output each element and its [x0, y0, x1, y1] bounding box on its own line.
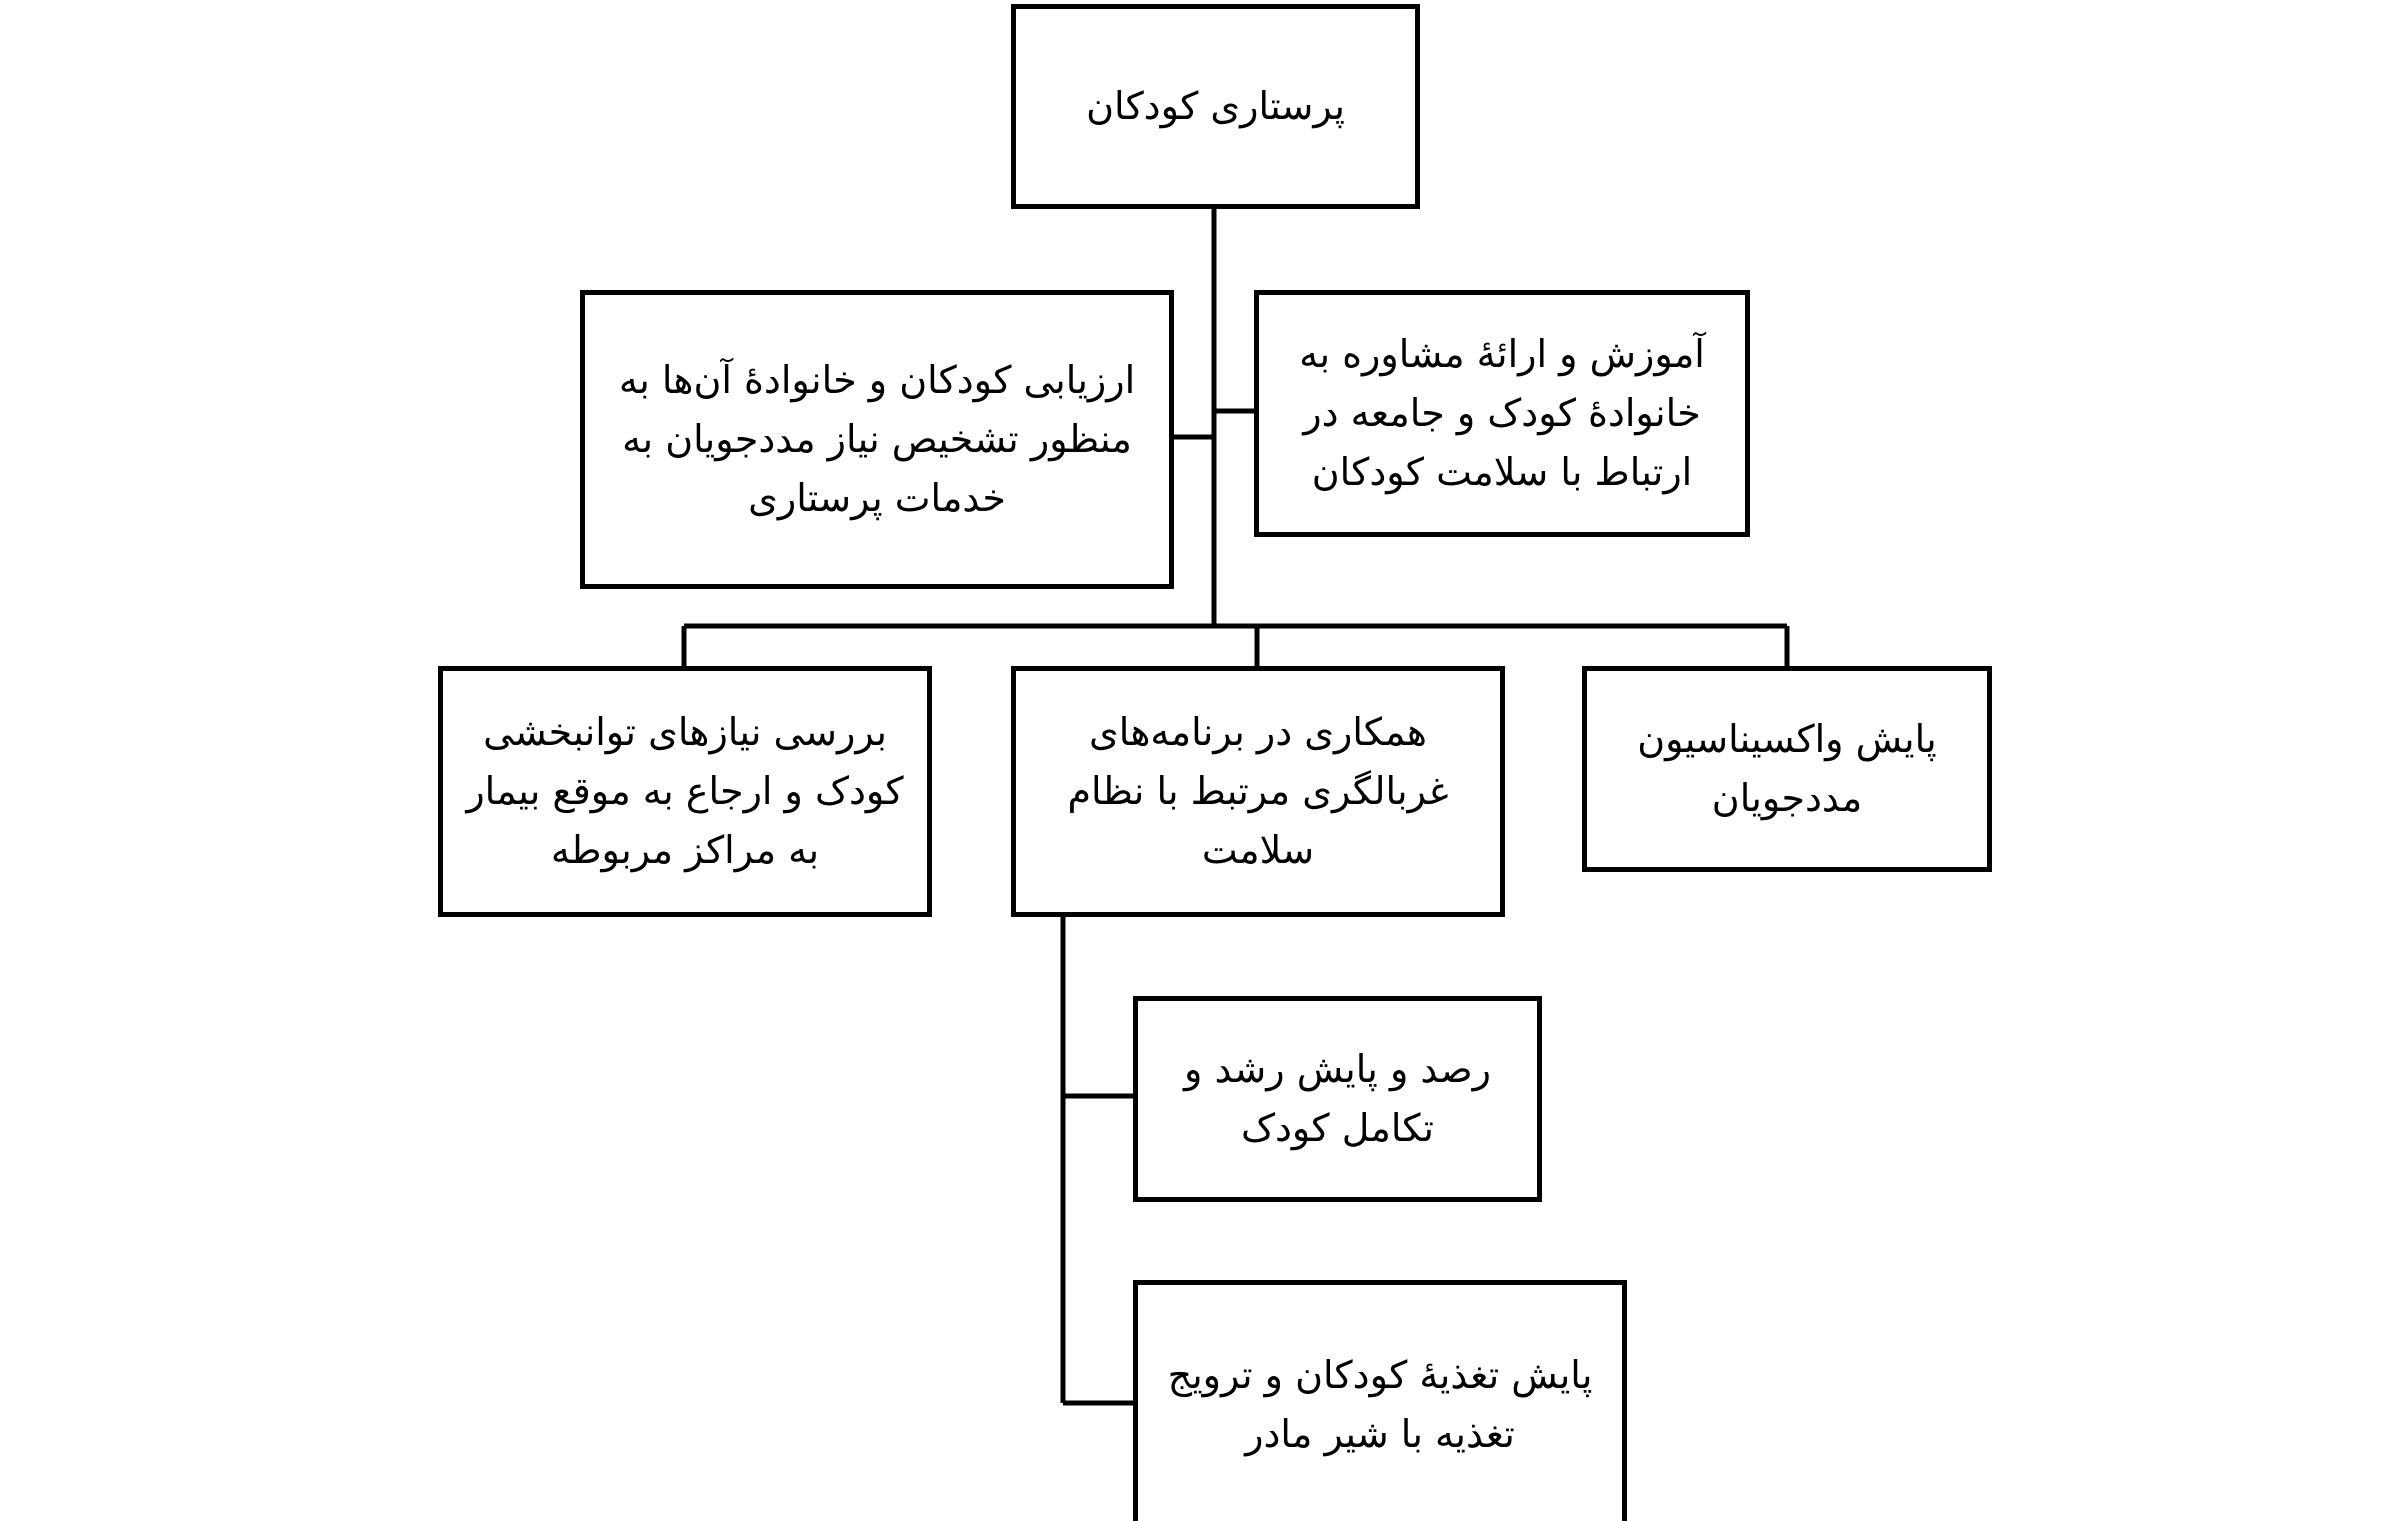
vaccination-label: پایش واکسیناسیون مددجویان: [1637, 717, 1937, 820]
education-label: آموزش و ارائهٔ مشاوره به خانوادهٔ کودک و جامعه در ارتباط با سلامت کودکان: [1299, 332, 1705, 494]
education-box: [1254, 290, 1750, 537]
screening-label: همکاری در برنامه‌های غربالگری مرتبط با نظام سلامت: [1067, 710, 1449, 872]
root-label: پرستاری کودکان: [1086, 84, 1345, 129]
rehab-label: بررسی نیازهای توانبخشی کودک و ارجاع به موقع بیمار به مراکز مربوطه: [466, 710, 904, 872]
nutrition-box: [1133, 1280, 1627, 1521]
assessment-box: [580, 290, 1174, 589]
root-box: [1011, 4, 1420, 209]
growth-box: [1133, 996, 1542, 1202]
assessment-label: ارزیابی کودکان و خانوادهٔ آن‌ها به منظور تشخیص نیاز مددجویان به خدمات پرستاری: [618, 358, 1136, 520]
screening-box: [1011, 666, 1505, 917]
growth-label: رصد و پایش رشد و تکامل کودک: [1184, 1047, 1491, 1150]
rehab-box: [438, 666, 932, 917]
nutrition-label: پایش تغذیهٔ کودکان و ترویج تغذیه با شیر مادر: [1167, 1353, 1593, 1456]
vaccination-box: [1582, 666, 1992, 872]
